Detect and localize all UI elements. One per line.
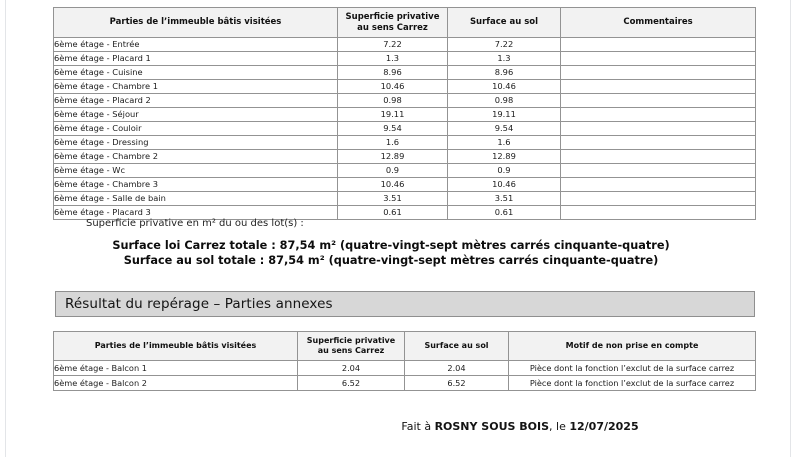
table-header-row	[54, 8, 756, 38]
cell-commentaire	[561, 164, 756, 178]
cell-surface-sol: 19.11	[448, 108, 561, 122]
column-header-parties: Parties de l’immeuble bâtis visitées	[54, 332, 298, 361]
cell-commentaire	[561, 94, 756, 108]
cell-partie: 6ème étage - Chambre 2	[54, 150, 338, 164]
totals-lead-text: Superficie privative en m² du ou des lot(s) :	[86, 218, 304, 229]
cell-carrez: 0.9	[338, 164, 448, 178]
cell-surface-sol: 0.61	[448, 206, 561, 220]
signature-city: ROSNY SOUS BOIS	[434, 420, 550, 433]
cell-partie: 6ème étage - Dressing	[54, 136, 338, 150]
cell-carrez: 6.52	[298, 376, 405, 391]
signature-line	[0, 420, 800, 433]
cell-surface-sol: 1.3	[448, 52, 561, 66]
total-surface-carrez: Surface loi Carrez totale : 87,54 m² (quatre-vingt-sept mètres carrés cinquante-quatre)	[112, 239, 670, 252]
cell-partie: 6ème étage - Séjour	[54, 108, 338, 122]
cell-surface-sol: 9.54	[448, 122, 561, 136]
table-row	[54, 376, 756, 391]
column-header-superficie-carrez: Superficie privative au sens Carrez	[298, 332, 405, 361]
table-row	[54, 136, 756, 150]
table-row	[54, 94, 756, 108]
totals-lines	[0, 238, 800, 268]
cell-carrez: 19.11	[338, 108, 448, 122]
cell-commentaire	[561, 80, 756, 94]
carrez-main-table-body	[54, 38, 756, 220]
cell-commentaire	[561, 150, 756, 164]
cell-surface-sol: 1.6	[448, 136, 561, 150]
carrez-main-table	[53, 7, 756, 220]
table-row	[54, 108, 756, 122]
cell-partie: 6ème étage - Placard 3	[54, 206, 338, 220]
cell-carrez: 10.46	[338, 80, 448, 94]
cell-motif: Pièce dont la fonction l’exclut de la surface carrez	[509, 361, 756, 376]
cell-partie: 6ème étage - Placard 2	[54, 94, 338, 108]
column-header-superficie-carrez: Superficie privative au sens Carrez	[338, 8, 448, 38]
cell-carrez: 9.54	[338, 122, 448, 136]
table-row	[54, 66, 756, 80]
cell-carrez: 2.04	[298, 361, 405, 376]
cell-partie: 6ème étage - Chambre 1	[54, 80, 338, 94]
cell-commentaire	[561, 52, 756, 66]
cell-partie: 6ème étage - Placard 1	[54, 52, 338, 66]
cell-carrez: 1.6	[338, 136, 448, 150]
annexes-table-body	[54, 361, 756, 391]
cell-surface-sol: 3.51	[448, 192, 561, 206]
column-header-motif: Motif de non prise en compte	[509, 332, 756, 361]
cell-carrez: 12.89	[338, 150, 448, 164]
cell-carrez: 0.61	[338, 206, 448, 220]
cell-partie: 6ème étage - Cuisine	[54, 66, 338, 80]
table-row	[54, 150, 756, 164]
table-row	[54, 361, 756, 376]
column-header-surface-au-sol: Surface au sol	[405, 332, 509, 361]
table-row	[54, 52, 756, 66]
table-row	[54, 178, 756, 192]
table-header-row	[54, 332, 756, 361]
section-title: Résultat du repérage – Parties annexes	[65, 296, 333, 312]
cell-partie: 6ème étage - Chambre 3	[54, 178, 338, 192]
section-banner-parties-annexes	[55, 291, 755, 317]
cell-partie: 6ème étage - Wc	[54, 164, 338, 178]
table-row	[54, 80, 756, 94]
column-header-surface-au-sol: Surface au sol	[448, 8, 561, 38]
cell-commentaire	[561, 66, 756, 80]
cell-motif: Pièce dont la fonction l’exclut de la surface carrez	[509, 376, 756, 391]
cell-carrez: 0.98	[338, 94, 448, 108]
cell-carrez: 3.51	[338, 192, 448, 206]
cell-surface-sol: 6.52	[405, 376, 509, 391]
totals-block	[0, 217, 800, 268]
column-header-parties: Parties de l’immeuble bâtis visitées	[54, 8, 338, 38]
cell-carrez: 8.96	[338, 66, 448, 80]
cell-surface-sol: 2.04	[405, 361, 509, 376]
cell-commentaire	[561, 108, 756, 122]
cell-commentaire	[561, 192, 756, 206]
cell-surface-sol: 7.22	[448, 38, 561, 52]
cell-partie: 6ème étage - Balcon 2	[54, 376, 298, 391]
cell-surface-sol: 10.46	[448, 80, 561, 94]
cell-surface-sol: 10.46	[448, 178, 561, 192]
table-row	[54, 38, 756, 52]
signature-prefix: Fait à	[401, 420, 435, 433]
cell-commentaire	[561, 178, 756, 192]
cell-carrez: 1.3	[338, 52, 448, 66]
cell-carrez: 7.22	[338, 38, 448, 52]
table-row	[54, 122, 756, 136]
annexes-table	[53, 331, 756, 391]
cell-commentaire	[561, 38, 756, 52]
cell-commentaire	[561, 136, 756, 150]
cell-commentaire	[561, 122, 756, 136]
cell-partie: 6ème étage - Balcon 1	[54, 361, 298, 376]
column-header-commentaires: Commentaires	[561, 8, 756, 38]
table-row	[54, 192, 756, 206]
signature-separator: , le	[549, 420, 570, 433]
cell-carrez: 10.46	[338, 178, 448, 192]
total-surface-au-sol: Surface au sol totale : 87,54 m² (quatre-vingt-sept mètres carrés cinquante-quatre)	[123, 254, 659, 267]
cell-surface-sol: 8.96	[448, 66, 561, 80]
cell-surface-sol: 0.98	[448, 94, 561, 108]
signature-date: 12/07/2025	[569, 420, 639, 433]
cell-surface-sol: 12.89	[448, 150, 561, 164]
cell-surface-sol: 0.9	[448, 164, 561, 178]
table-row	[54, 164, 756, 178]
cell-partie: 6ème étage - Entrée	[54, 38, 338, 52]
cell-partie: 6ème étage - Couloir	[54, 122, 338, 136]
cell-partie: 6ème étage - Salle de bain	[54, 192, 338, 206]
